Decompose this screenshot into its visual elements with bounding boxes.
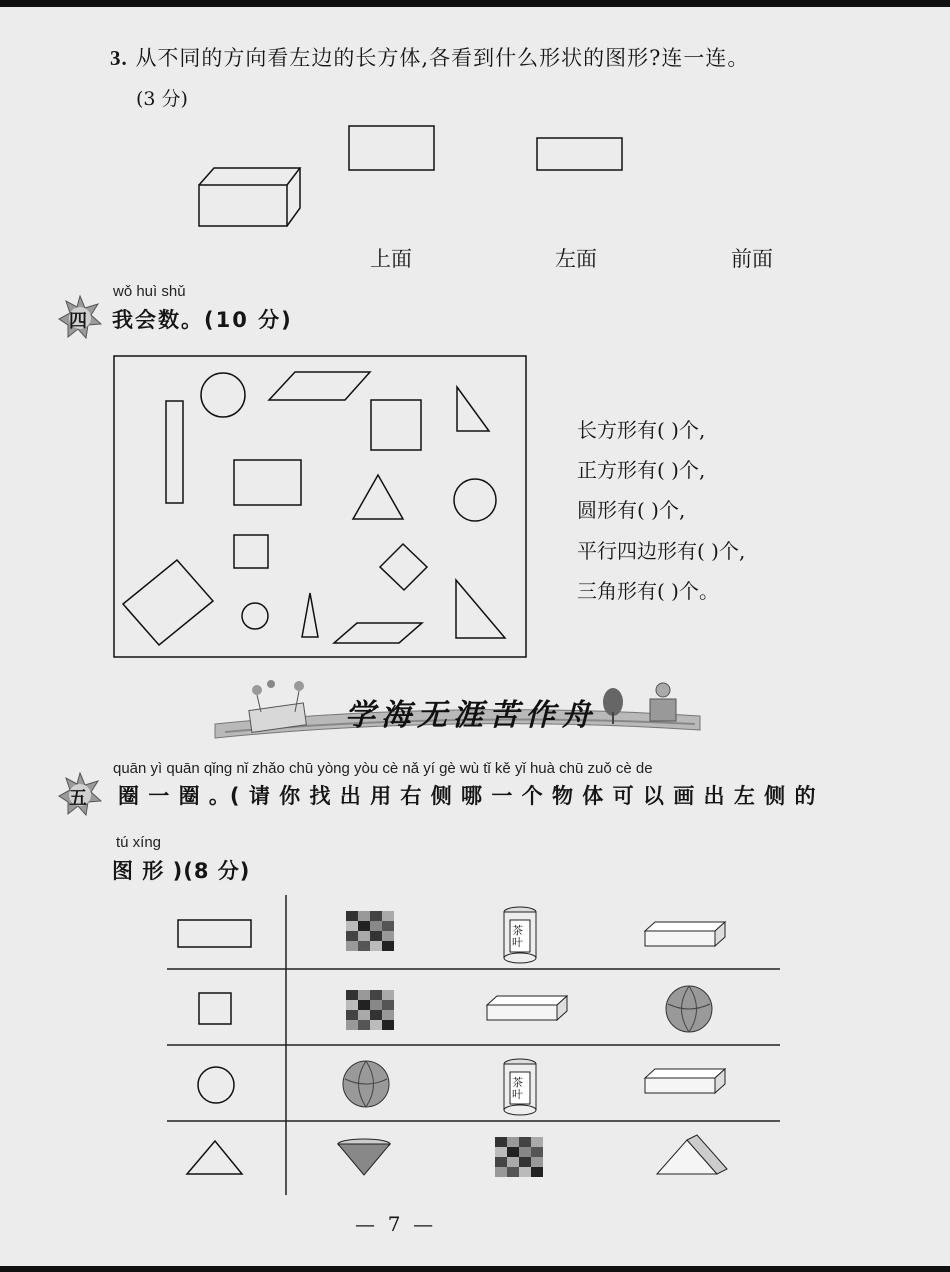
section-title: 我会数。(10 分) [112,308,293,332]
row4-cone[interactable] [338,1139,390,1175]
cuboid-views-figure [190,115,670,235]
row2-cuboid-box[interactable] [487,996,567,1020]
section-pinyin: wǒ huì shǔ [113,283,186,300]
section-pinyin: quān yì quān qǐng nǐ zhǎo chū yòng yòu cè nǎ yí gè wù tǐ kě yǐ huà chū zuǒ cè de [113,760,653,777]
count-circle-line[interactable]: 圆形有( )个, [577,498,686,522]
row3-circle-shape [198,1067,234,1103]
shape-square [234,535,268,568]
shape-tilted-square [380,544,427,590]
shape-triangle [353,475,403,519]
section-badge-number: 五 [69,788,89,809]
shape-triangle [302,593,318,637]
shape-rectangle [234,460,301,505]
count-rectangle-line[interactable]: 长方形有( )个, [577,418,706,442]
book-and-flowers-icon [249,680,307,732]
shape-circle [242,603,268,629]
section-title: 图 形 )(8 分) [112,859,251,883]
row1-rectangle-shape [178,920,251,947]
question-3 [110,42,749,72]
row2-square-shape [199,993,231,1024]
question-points: (3 分) [136,88,188,110]
shape-object-table [165,893,785,1198]
count-triangle-line[interactable]: 三角形有( )个。 [577,579,719,603]
view-label-front[interactable]: 前面 [731,247,773,271]
top-border [0,0,950,7]
shape-square [371,400,421,450]
cuboid-3d [199,168,300,226]
section-title: 圈 一 圈 。( 请 你 找 出 用 右 侧 哪 一 个 物 体 可 以 画 出 左 侧 的 [118,784,816,808]
shape-circle [201,373,245,417]
page-number: — 7 — [355,1212,434,1236]
bottom-border [0,1266,950,1272]
banner-slogan: 学海无涯苦作舟 [345,698,597,733]
row4-triangle-shape [187,1141,242,1174]
row4-triangular-prism[interactable] [657,1135,727,1174]
row2-ball[interactable] [666,986,712,1032]
row3-cuboid-box[interactable] [645,1069,725,1093]
shape-tilted-rectangle [123,560,213,645]
shape-right-triangle [457,387,489,431]
shapes-counting-box [113,355,528,660]
view-label-left[interactable]: 左面 [555,247,597,271]
row1-rubik-cube[interactable] [346,911,394,951]
tea-can-label: 茶叶 [512,924,523,949]
view-label-top[interactable]: 上面 [370,247,412,271]
shape-parallelogram [334,623,422,643]
view-shape-top[interactable] [349,126,434,170]
shape-right-triangle [456,580,505,638]
shape-parallelogram [269,372,370,400]
shape-circle [454,479,496,521]
question-number: 3. [110,46,128,70]
section-pinyin: tú xíng [116,834,162,851]
tea-can-label: 茶叶 [512,1076,523,1101]
count-parallelogram-line[interactable]: 平行四边形有( )个, [577,539,746,563]
question-text: 从不同的方向看左边的长方体,各看到什么形状的图形?连一连。 [135,46,750,70]
shape-tall-rectangle [166,401,183,503]
row3-ball[interactable] [343,1061,389,1107]
row1-cuboid-box[interactable] [645,922,725,946]
count-square-line[interactable]: 正方形有( )个, [577,458,706,482]
row4-rubik-cube[interactable] [495,1137,543,1177]
section-badge-number: 四 [69,311,89,332]
view-shape-left[interactable] [537,138,622,170]
row2-rubik-cube[interactable] [346,990,394,1030]
